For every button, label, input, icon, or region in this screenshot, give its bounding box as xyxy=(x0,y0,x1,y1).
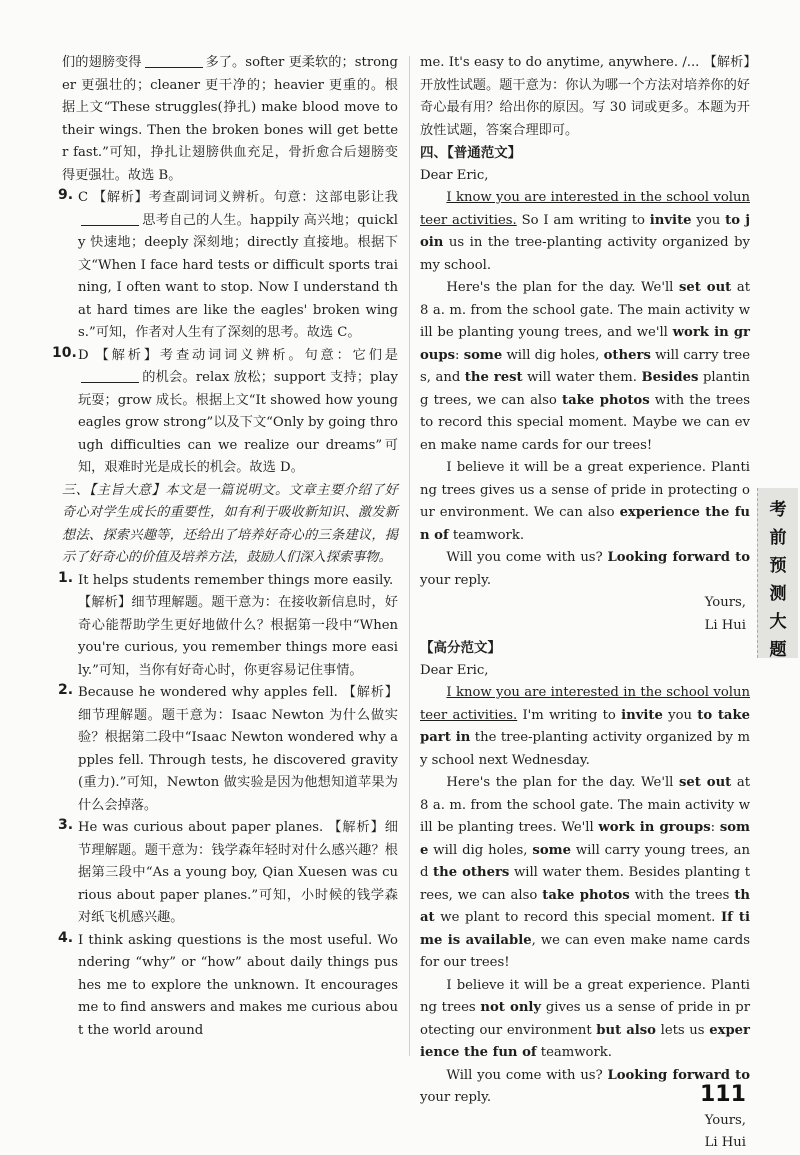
essay-paragraph: Here's the plan for the day. We'll set out at 8 a. m. from the school gate. The main activity will be planting trees. We'll work in groups: some will dig holes, some will carry young trees, and the others will water them. Besides planting trees, we can also take photos with the trees that we plant to record this special moment. If time is available, we can even make name cards for our trees! xyxy=(420,775,751,970)
answer-10: 10. D 【解析】考查动词词义辨析。句意：它们是的机会。relax 放松；support 支持；play 玩耍；grow 成长。根据上文“It showed how young eagles grow strong”以及下文“Only by going through difficulties can we realize our dreams”可知，艰难时光是成长的机会。故选 D。 xyxy=(52,344,398,475)
closing: Yours, xyxy=(704,1112,746,1128)
signature: Li Hui xyxy=(704,1135,746,1150)
answer-1: 1. It helps students remember things more easily. 【解析】细节理解题。题干意为：在接收新信息时，好奇心能帮助学生更好地做什么？根据第一段中“When you're curious, you remember things more easily.”可知，当你有好奇心时，你更容易记住事情。 xyxy=(58,569,398,678)
closing: Yours, xyxy=(704,595,746,610)
blank-line xyxy=(81,368,139,383)
side-tab xyxy=(757,488,798,658)
essay-paragraph: I know you are interested in the school volunteer activities. I'm writing to invite you to take part in the tree-planting activity organized by my school next Wednesday. xyxy=(420,685,750,768)
essay-paragraph: I believe it will be a great experience. Planting trees gives us a sense of pride in protecting our environment. We can also experience the fun of teamwork. xyxy=(420,460,750,543)
answer-3: 3. He was curious about paper planes. 【解析】细节理解题。题干意为：钱学森年轻时对什么感兴趣？根据第三段中“As a young boy, Qian Xuesen was curious about paper planes.”可知，小时候的钱学森对纸飞机感兴趣。 xyxy=(58,817,398,925)
ordinary-sample-essay xyxy=(420,165,750,638)
question-number: 4. xyxy=(58,929,74,946)
answer-4: 4. I think asking questions is the most useful. Wondering “why” or “how” about daily things pushes me to explore the unknown. It encourages me to find answers and makes me curious about the world around xyxy=(58,929,398,1038)
blank-line xyxy=(145,53,203,68)
greeting: Dear Eric, xyxy=(420,662,489,678)
answer-8-continued: 们的翅膀变得 多了。softer 更柔软的；stronger 更强壮的；cleaner 更干净的；heavier 更重的。根据上文“These struggles(挣扎) make blood move to their wings. Then the broken bones will get better fast.”可知，挣扎让翅膀供血充足，骨折愈合后翅膀变得更强壮。故选 B。 xyxy=(62,55,398,183)
blank-line xyxy=(81,211,139,226)
essay-paragraph: Here's the plan for the day. We'll set out at 8 a. m. from the school gate. The main activity will be planting young trees, and we'll work in groups: some will dig holes, others will carry trees, and the rest will water them. Besides planting trees, we can also take photos with the trees to record this special moment. Maybe we can even make name cards for our trees! xyxy=(420,280,751,453)
greeting: Dear Eric, xyxy=(420,167,489,183)
signature: Li Hui xyxy=(704,617,746,633)
answer-9: 9. C 【解析】考查副词词义辨析。句意：这部电影让我思考自己的人生。happily 高兴地；quickly 快速地；deeply 深刻地；directly 直接地。根据下文“When I face hard tests or difficult sports training, I often want to stop. Now I understand that hard times are like the eagles' broken wings.”可知，作者对人生有了深刻的思考。故选 C。 xyxy=(58,187,398,340)
essay-paragraph: Will you come with us? Looking forward to your reply. xyxy=(420,1067,750,1105)
page-number: 111 xyxy=(700,1082,746,1107)
section-4-ordinary-heading: 四、【普通范文】 xyxy=(420,145,522,161)
essay-paragraph: I believe it will be a great experience. Planting trees not only gives us a sense of pride in protecting our environment but also lets us experience the fun of teamwork. xyxy=(420,977,751,1060)
question-number: 10. xyxy=(52,344,77,361)
question-number: 1. xyxy=(58,569,74,586)
section-3-summary: 三、【主旨大意】本文是一篇说明文。文章主要介绍了好奇心对学生成长的重要性，如有利于吸收新知识、激发新想法、探索兴趣等，还给出了培养好奇心的三条建议，揭示了好奇心的价值及培养方法，鼓励人们深入探索事物。 xyxy=(62,482,398,565)
high-score-sample-essay xyxy=(420,660,750,1155)
essay-paragraph: Will you come with us? Looking forward to your reply. xyxy=(420,550,750,588)
right-column xyxy=(420,52,750,1155)
left-column xyxy=(52,52,398,1042)
question-number: 9. xyxy=(58,187,74,203)
column-divider xyxy=(409,56,410,1056)
answer-2: 2. Because he wondered why apples fell. 【解析】细节理解题。题干意为：Isaac Newton 为什么做实验？根据第二段中“Isaac Newton wondered why apples fell. Through tests, he discovered gravity(重力).”可知，Newton 做实验是因为他想知道苹果为什么会掉落。 xyxy=(58,682,398,813)
essay-paragraph: I know you are interested in the school volunteer activities. So I am writing to invite you to join us in the tree-planting activity organized by my school. xyxy=(420,190,750,273)
question-number: 2. xyxy=(58,682,74,698)
high-score-heading: 【高分范文】 xyxy=(420,640,501,656)
question-number: 3. xyxy=(58,817,74,833)
answer-4-continued: me. It's easy to do anytime, anywhere. /... 【解析】开放性试题。题干意为：你认为哪一个方法对培养你的好奇心最有用？给出你的原因。写 30 词或更多。本题为开放性试题，答案合理即可。 xyxy=(420,55,750,138)
side-tab-label: 考前预测大题 xyxy=(769,500,787,660)
